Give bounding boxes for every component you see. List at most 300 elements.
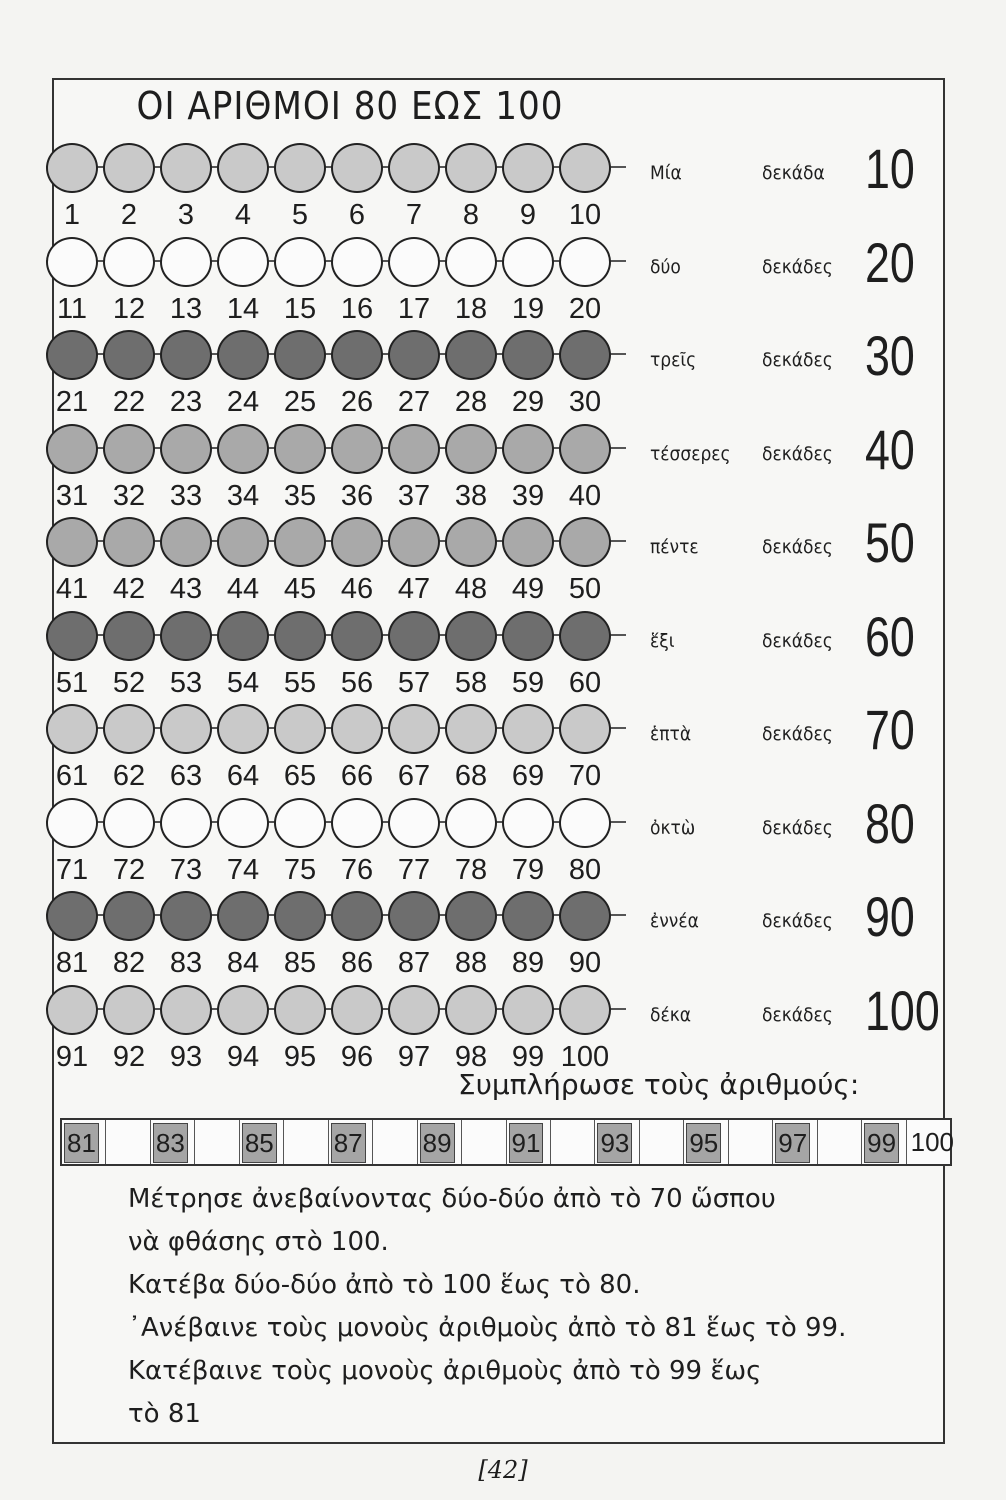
bead-number: 55 <box>283 666 317 699</box>
bead-number: 71 <box>55 853 89 886</box>
bead-number: 42 <box>112 573 146 605</box>
bead <box>217 237 269 287</box>
bead <box>559 798 611 848</box>
bead-number: 66 <box>340 760 374 792</box>
bead-number: 72 <box>112 853 146 886</box>
bead <box>217 704 269 754</box>
bead <box>331 798 383 848</box>
bead <box>502 891 554 941</box>
bead <box>502 330 554 380</box>
bead <box>160 985 212 1035</box>
bead-number: 89 <box>511 947 545 979</box>
decades-word: δεκάδα <box>762 162 825 184</box>
bead <box>445 798 497 848</box>
bead <box>274 143 326 193</box>
bead <box>388 704 440 754</box>
bead <box>388 143 440 193</box>
bead <box>445 704 497 754</box>
count-word: ἕξι <box>650 629 675 652</box>
strip-cell-filled <box>684 1120 728 1164</box>
bead <box>445 985 497 1035</box>
bead-string <box>46 421 626 477</box>
bead-number: 50 <box>568 573 602 605</box>
bead-number: 44 <box>226 573 260 605</box>
bead-numbers <box>46 292 626 326</box>
strip-number: 85 <box>242 1123 277 1163</box>
strip-number: 87 <box>331 1123 366 1163</box>
bead <box>46 611 98 661</box>
bead <box>103 891 155 941</box>
number-strip <box>60 1118 952 1166</box>
page-title: ΟΙ ΑΡΙΘΜΟΙ 80 ΕΩΣ 100 <box>136 84 564 128</box>
bead <box>388 985 440 1035</box>
strip-cell-filled <box>907 1120 954 1164</box>
bead-number: 95 <box>283 1040 317 1073</box>
bead-string <box>46 608 626 664</box>
bead <box>445 330 497 380</box>
bead-number: 60 <box>568 666 602 699</box>
bead <box>46 424 98 474</box>
bead <box>103 143 155 193</box>
bead <box>388 798 440 848</box>
strip-cell-filled <box>595 1120 639 1164</box>
bead-number: 27 <box>397 386 431 418</box>
bead <box>559 985 611 1035</box>
strip-number: 95 <box>686 1123 721 1163</box>
exercise-text <box>128 1178 928 1436</box>
bead-number: 80 <box>568 853 602 886</box>
strip-cell-filled <box>418 1120 462 1164</box>
bead <box>274 704 326 754</box>
strip-cell-blank <box>818 1120 862 1164</box>
bead <box>160 891 212 941</box>
bead <box>331 611 383 661</box>
bead-number: 47 <box>397 573 431 605</box>
count-word: δύο <box>650 255 681 278</box>
bead-number: 20 <box>568 292 602 325</box>
strip-cell-blank <box>284 1120 328 1164</box>
bead <box>274 237 326 287</box>
bead <box>46 143 98 193</box>
exercise-line: τὸ 81 <box>128 1399 201 1429</box>
bead-number: 82 <box>112 947 146 979</box>
bead-number: 100 <box>560 1040 610 1073</box>
bead <box>103 237 155 287</box>
bead <box>445 891 497 941</box>
bead <box>388 424 440 474</box>
bead-number: 68 <box>454 760 488 792</box>
bead-number: 98 <box>454 1040 488 1073</box>
count-word: τέσσερες <box>650 442 731 465</box>
bead <box>160 237 212 287</box>
bead-number: 11 <box>56 292 88 325</box>
strip-cell-filled <box>329 1120 373 1164</box>
strip-number: 89 <box>420 1123 455 1163</box>
bead-number: 76 <box>340 853 374 886</box>
bead <box>274 330 326 380</box>
bead-number: 78 <box>454 853 488 886</box>
page-number: [42] <box>478 1456 528 1484</box>
exercise-line: Κατέβα δύο-δύο ἀπὸ τὸ 100 ἕως τὸ 80. <box>128 1270 641 1300</box>
bead-number: 10 <box>568 199 602 231</box>
decade-value: 50 <box>865 511 915 574</box>
bead <box>217 798 269 848</box>
bead <box>388 891 440 941</box>
bead-number: 15 <box>283 292 317 325</box>
bead-numbers <box>46 385 626 419</box>
decades-word: δεκάδες <box>762 255 833 278</box>
strip-number: 97 <box>775 1123 810 1163</box>
bead-number: 39 <box>511 479 545 512</box>
bead <box>103 611 155 661</box>
bead-number: 85 <box>283 947 317 979</box>
bead-number: 19 <box>511 292 545 325</box>
bead <box>274 798 326 848</box>
bead-number: 96 <box>340 1040 374 1073</box>
bead <box>445 611 497 661</box>
bead-number: 28 <box>454 386 488 418</box>
bead <box>46 985 98 1035</box>
bead <box>217 611 269 661</box>
bead <box>160 517 212 567</box>
bead <box>331 985 383 1035</box>
bead-row <box>0 417 1006 516</box>
strip-number: 93 <box>597 1123 632 1163</box>
bead <box>388 611 440 661</box>
bead-row <box>0 324 1006 422</box>
bead-number: 56 <box>340 666 374 699</box>
bead <box>331 143 383 193</box>
bead <box>559 611 611 661</box>
bead <box>274 424 326 474</box>
bead-number: 8 <box>462 199 480 231</box>
bead-number: 84 <box>226 947 260 979</box>
bead <box>160 143 212 193</box>
bead-number: 36 <box>340 479 374 512</box>
count-word: ἐννέα <box>650 910 699 932</box>
bead-number: 43 <box>169 573 203 605</box>
bead-number: 73 <box>169 853 203 886</box>
strip-cell-blank <box>551 1120 595 1164</box>
bead-number: 57 <box>397 666 431 699</box>
bead-numbers <box>46 759 626 793</box>
bead-number: 65 <box>283 760 317 792</box>
decade-value: 90 <box>865 885 915 948</box>
bead <box>217 143 269 193</box>
bead <box>331 517 383 567</box>
bead-number: 54 <box>226 666 260 699</box>
bead <box>103 798 155 848</box>
bead <box>103 330 155 380</box>
bead-number: 52 <box>112 666 146 699</box>
decades-word: δεκάδες <box>762 723 833 745</box>
bead-string <box>46 795 626 851</box>
decade-value: 40 <box>865 417 915 481</box>
bead-number: 74 <box>226 853 260 886</box>
bead-number: 31 <box>55 479 89 512</box>
bead-number: 1 <box>63 199 81 231</box>
bead-number: 88 <box>454 947 488 979</box>
count-word: τρεῖς <box>650 349 697 371</box>
bead-number: 53 <box>169 666 203 699</box>
bead <box>160 330 212 380</box>
bead <box>103 985 155 1035</box>
decade-value: 100 <box>865 978 940 1042</box>
bead <box>274 891 326 941</box>
decades-word: δεκάδες <box>762 442 833 465</box>
bead-number: 62 <box>112 760 146 792</box>
bead <box>217 424 269 474</box>
strip-cell-blank <box>106 1120 150 1164</box>
bead-number: 69 <box>511 760 545 792</box>
bead <box>502 985 554 1035</box>
bead <box>559 237 611 287</box>
bead-number: 92 <box>112 1040 146 1073</box>
bead <box>559 143 611 193</box>
bead <box>46 237 98 287</box>
strip-cell-blank <box>729 1120 773 1164</box>
bead-row <box>0 137 1006 235</box>
bead <box>160 424 212 474</box>
bead <box>502 424 554 474</box>
fill-instruction: Συμπλήρωσε τοὺς ἀριθμούς: <box>458 1068 860 1101</box>
count-word: δέκα <box>650 1003 692 1026</box>
bead <box>217 985 269 1035</box>
bead <box>331 330 383 380</box>
bead-numbers <box>46 666 626 700</box>
bead-number: 79 <box>511 853 545 886</box>
bead-number: 63 <box>169 760 203 792</box>
strip-cell-filled <box>151 1120 195 1164</box>
bead-string <box>46 327 626 383</box>
bead-number: 93 <box>169 1040 203 1073</box>
bead <box>559 330 611 380</box>
bead-number: 25 <box>283 386 317 418</box>
bead-string <box>46 140 626 196</box>
bead-number: 45 <box>283 573 317 605</box>
bead-number: 26 <box>340 386 374 418</box>
bead-number: 33 <box>169 479 203 512</box>
bead-number: 75 <box>283 853 317 886</box>
bead-numbers <box>46 853 626 887</box>
bead-number: 7 <box>405 199 423 231</box>
decades-word: δεκάδες <box>762 910 833 932</box>
bead <box>502 798 554 848</box>
bead-number: 16 <box>340 292 374 325</box>
strip-number: 83 <box>153 1123 188 1163</box>
decades-word: δεκάδες <box>762 629 833 652</box>
bead <box>103 704 155 754</box>
bead-number: 30 <box>568 386 602 418</box>
decades-word: δεκάδες <box>762 1003 833 1026</box>
decade-value: 10 <box>865 137 915 200</box>
bead-number: 2 <box>120 199 138 231</box>
bead <box>46 891 98 941</box>
count-word: ἑπτὰ <box>650 723 692 745</box>
bead <box>502 237 554 287</box>
bead-number: 21 <box>55 386 89 418</box>
bead <box>217 330 269 380</box>
bead-string <box>46 234 626 290</box>
bead-number: 91 <box>55 1040 89 1073</box>
bead-number: 4 <box>234 199 252 231</box>
decade-value: 60 <box>865 604 915 668</box>
bead-row <box>0 230 1006 329</box>
count-word: πέντε <box>650 536 699 558</box>
bead <box>331 704 383 754</box>
bead <box>46 330 98 380</box>
bead-number: 59 <box>511 666 545 699</box>
bead-number: 87 <box>397 947 431 979</box>
strip-cell-blank <box>640 1120 684 1164</box>
bead <box>160 704 212 754</box>
bead <box>274 611 326 661</box>
bead <box>502 143 554 193</box>
bead-number: 94 <box>226 1040 260 1073</box>
strip-cell-blank <box>373 1120 417 1164</box>
strip-number: 99 <box>864 1123 899 1163</box>
bead-numbers <box>46 479 626 513</box>
exercise-line: Μέτρησε ἀνεβαίνοντας δύο-δύο ἀπὸ τὸ 70 ὥσπου <box>128 1184 776 1214</box>
exercise-line: Κατέβαινε τοὺς μονοὺς ἀριθμοὺς ἀπὸ τὸ 99 ἕως <box>128 1356 762 1386</box>
bead <box>388 330 440 380</box>
decades-word: δεκάδες <box>762 349 833 371</box>
bead-number: 48 <box>454 573 488 605</box>
bead-number: 46 <box>340 573 374 605</box>
bead-number: 51 <box>55 666 89 699</box>
bead <box>445 143 497 193</box>
bead-number: 97 <box>397 1040 431 1073</box>
strip-cell-blank <box>195 1120 239 1164</box>
bead-number: 70 <box>568 760 602 792</box>
bead-number: 18 <box>454 292 488 325</box>
bead <box>388 517 440 567</box>
bead-number: 58 <box>454 666 488 699</box>
bead <box>445 517 497 567</box>
bead-number: 22 <box>112 386 146 418</box>
bead <box>46 517 98 567</box>
bead-number: 64 <box>226 760 260 792</box>
bead-number: 23 <box>169 386 203 418</box>
strip-cell-blank <box>462 1120 506 1164</box>
bead <box>388 237 440 287</box>
count-word: ὀκτὼ <box>650 816 696 839</box>
bead-number: 3 <box>177 199 195 231</box>
decade-value: 30 <box>865 324 915 387</box>
bead-number: 86 <box>340 947 374 979</box>
bead-number: 9 <box>519 199 537 231</box>
bead <box>217 891 269 941</box>
bead-number: 90 <box>568 947 602 979</box>
bead-string <box>46 514 626 570</box>
bead-number: 40 <box>568 479 602 512</box>
bead <box>502 611 554 661</box>
bead <box>502 704 554 754</box>
bead-string <box>46 982 626 1038</box>
bead-string <box>46 701 626 757</box>
bead-number: 29 <box>511 386 545 418</box>
bead-number: 24 <box>226 386 260 418</box>
bead-number: 14 <box>226 292 260 325</box>
bead-row <box>0 604 1006 703</box>
bead <box>217 517 269 567</box>
bead-number: 12 <box>112 292 146 325</box>
bead-number: 32 <box>112 479 146 512</box>
bead <box>559 891 611 941</box>
bead-row <box>0 791 1006 890</box>
bead-numbers <box>46 946 626 980</box>
bead <box>559 424 611 474</box>
bead-row <box>0 885 1006 983</box>
strip-number: 91 <box>509 1123 544 1163</box>
bead-number: 6 <box>348 199 366 231</box>
decade-value: 20 <box>865 230 915 294</box>
strip-cell-filled <box>507 1120 551 1164</box>
decades-word: δεκάδες <box>762 536 833 558</box>
bead <box>160 798 212 848</box>
bead <box>331 891 383 941</box>
bead <box>103 424 155 474</box>
exercise-line: ᾿Ανέβαινε τοὺς μονοὺς ἀριθμοὺς ἀπὸ τὸ 81 ἕως τὸ 99. <box>128 1313 847 1343</box>
bead-number: 41 <box>55 573 89 605</box>
decades-word: δεκάδες <box>762 816 833 839</box>
bead-number: 34 <box>226 479 260 512</box>
strip-cell-filled <box>240 1120 284 1164</box>
bead-number: 83 <box>169 947 203 979</box>
bead-row <box>0 978 1006 1077</box>
decade-value: 80 <box>865 791 915 855</box>
bead-number: 61 <box>55 760 89 792</box>
bead <box>274 517 326 567</box>
exercise-line: νὰ φθάσης στὸ 100. <box>128 1227 389 1257</box>
bead-number: 77 <box>397 853 431 886</box>
bead-row <box>0 511 1006 609</box>
bead <box>559 704 611 754</box>
bead <box>160 611 212 661</box>
strip-cell-filled <box>862 1120 906 1164</box>
bead-number: 67 <box>397 760 431 792</box>
bead-number: 81 <box>55 947 89 979</box>
bead <box>559 517 611 567</box>
bead-number: 49 <box>511 573 545 605</box>
bead-number: 38 <box>454 479 488 512</box>
bead-number: 17 <box>397 292 431 325</box>
strip-number: 100 <box>910 1127 954 1157</box>
bead-number: 13 <box>169 292 203 325</box>
bead-numbers <box>46 572 626 606</box>
bead-string <box>46 888 626 944</box>
bead-number: 99 <box>511 1040 545 1073</box>
bead-number: 35 <box>283 479 317 512</box>
bead <box>46 798 98 848</box>
bead <box>331 237 383 287</box>
bead <box>331 424 383 474</box>
bead <box>445 424 497 474</box>
count-word: Μία <box>650 162 682 184</box>
bead <box>502 517 554 567</box>
bead-numbers <box>46 198 626 232</box>
strip-cell-filled <box>773 1120 817 1164</box>
bead <box>103 517 155 567</box>
decade-value: 70 <box>865 698 915 761</box>
bead <box>46 704 98 754</box>
strip-cell-filled <box>62 1120 106 1164</box>
bead-row <box>0 698 1006 796</box>
bead-number: 37 <box>397 479 431 512</box>
strip-number: 81 <box>64 1123 99 1163</box>
bead <box>445 237 497 287</box>
bead-number: 5 <box>291 199 309 231</box>
